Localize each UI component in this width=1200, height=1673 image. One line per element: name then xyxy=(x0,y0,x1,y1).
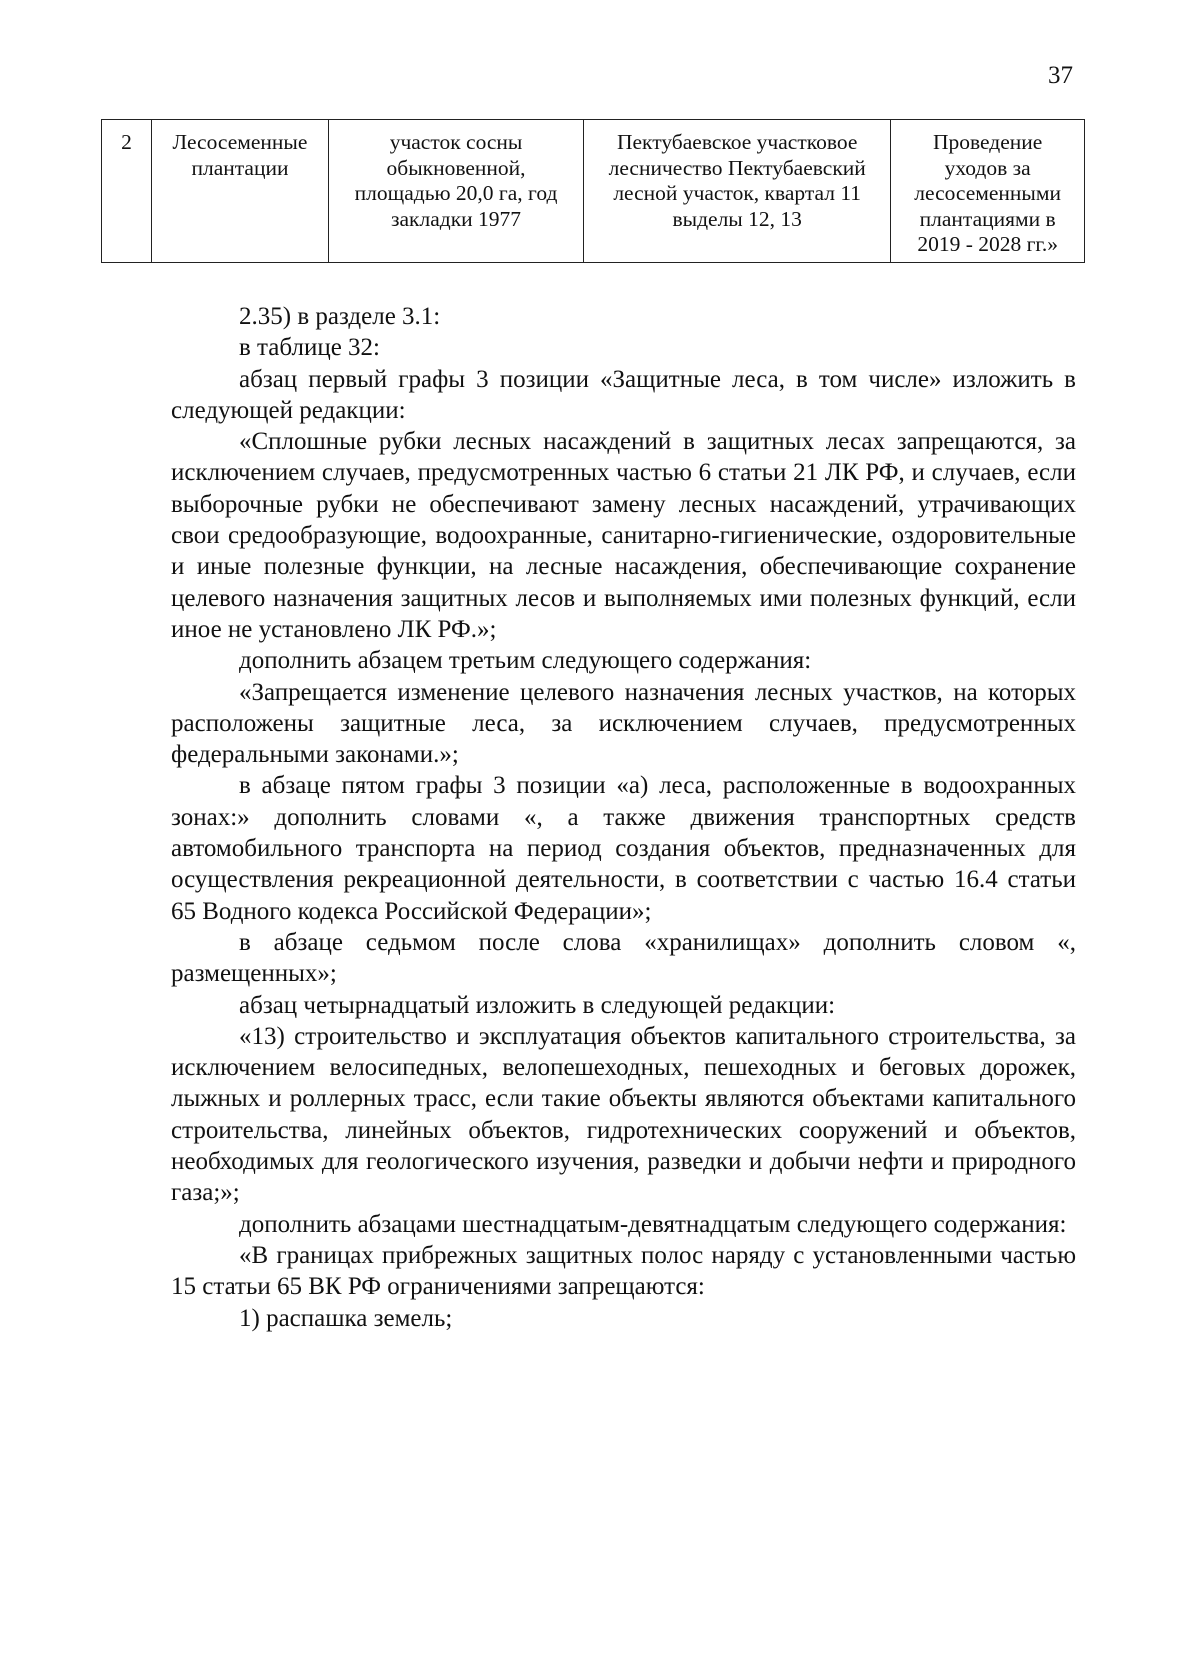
paragraph: «Запрещается изменение целевого назначения лесных участков, на которых расположены защитные леса, за исключением случаев, предусмотренных федеральными законами.»; xyxy=(171,678,1076,769)
paragraph: дополнить абзацами шестнадцатым-девятнадцатым следующего содержания: xyxy=(239,1210,1067,1238)
paragraph: «В границах прибрежных защитных полос наряду с установленными частью 15 статьи 65 ВК РФ ограничениями запрещаются: xyxy=(171,1241,1076,1301)
paragraph: абзац первый графы 3 позиции «Защитные леса, в том числе» изложить в следующей редакции: xyxy=(171,365,1076,424)
table-row xyxy=(102,120,1085,263)
plantation-table xyxy=(101,119,1085,263)
table-cell-action: Проведение уходов за лесосеменными плантациями в 2019 - 2028 гг.» xyxy=(891,120,1085,263)
paragraph: в таблице 32: xyxy=(239,334,381,362)
table-cell-description: участок сосны обыкновенной, площадью 20,0 га, год закладки 1977 xyxy=(328,120,583,263)
paragraph: абзац четырнадцатый изложить в следующей редакции: xyxy=(239,991,836,1019)
paragraph: 1) распашка земель; xyxy=(239,1304,453,1332)
paragraph: «Сплошные рубки лесных насаждений в защитных лесах запрещаются, за исключением случаев, предусмотренных частью 6 статьи 21 ЛК РФ, и случаев, если выборочные рубки не обеспечивают замену лесных насаждений, утрачивающих свои средообразующие, водоохранные, санитарно-гигиенические, оздоровительные и иные полезные функции, на лесные насаждения, обеспечивающие сохранение целевого назначения защитных лесов и выполняемых ими полезных функций, если иное не установлено ЛК РФ.»; xyxy=(171,428,1076,643)
page-number: 37 xyxy=(1048,62,1073,89)
paragraph: в абзаце седьмом после слова «хранилищах» дополнить словом «, размещенных»; xyxy=(171,928,1076,988)
table-cell-type: Лесосеменные плантации xyxy=(151,120,328,263)
paragraph: 2.35) в разделе 3.1: xyxy=(239,303,441,330)
table-cell-location: Пектубаевское участковое лесничество Пектубаевский лесной участок, квартал 11 выделы 12, 13 xyxy=(584,120,891,263)
table-cell-number: 2 xyxy=(102,120,152,263)
paragraph: дополнить абзацем третьим следующего содержания: xyxy=(239,647,812,675)
paragraph: «13) строительство и эксплуатация объектов капитального строительства, за исключением велосипедных, велопешеходных, пешеходных и беговых дорожек, лыжных и роллерных трасс, если такие объекты являются объектами капитального строительства, линейных объектов, гидротехнических сооружений и объектов, необходимых для геологического изучения, разведки и добычи нефти и природного газа;»; xyxy=(171,1022,1076,1207)
document-body xyxy=(171,301,1076,1334)
paragraph: в абзаце пятом графы 3 позиции «а) леса, расположенные в водоохранных зонах:» дополнить словами «, а также движения транспортных средств автомобильного транспорта на период создания объектов, предназначенных для осуществления рекреационной деятельности, в соответствии с частью 16.4 статьи 65 Водного кодекса Российской Федерации»; xyxy=(171,772,1076,925)
